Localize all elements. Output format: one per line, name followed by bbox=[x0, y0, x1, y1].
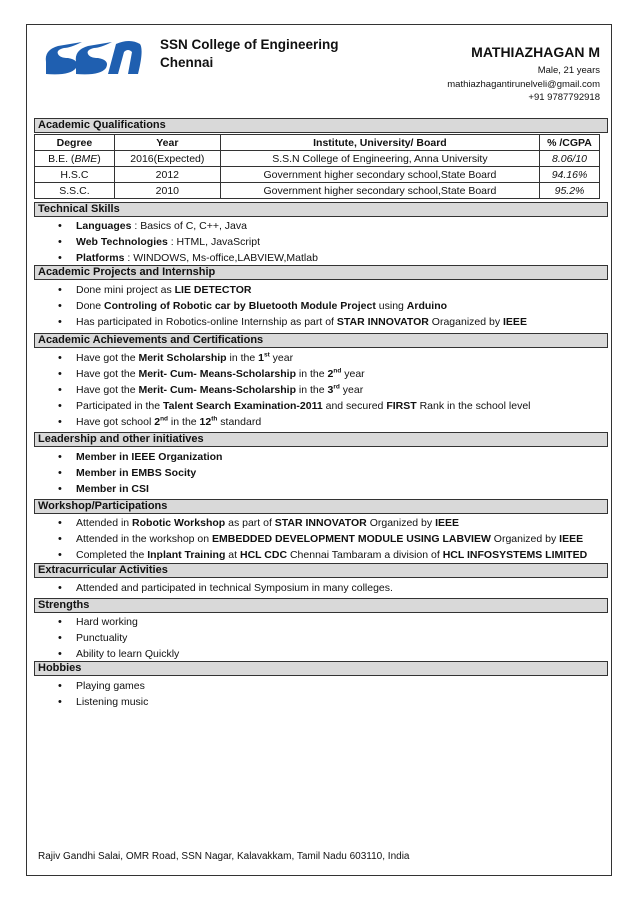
list-item: • Languages : Basics of C, C++, Java bbox=[58, 218, 318, 234]
section-academic-qualifications: Academic Qualifications bbox=[34, 118, 608, 133]
cell-year: 2016(Expected) bbox=[114, 151, 220, 167]
cell-institute: Government higher secondary school,State Board bbox=[220, 183, 539, 199]
list-item: • Have got the Merit Scholarship in the 1st year bbox=[58, 350, 531, 366]
list-item: • Web Technologies : HTML, JavaScript bbox=[58, 234, 318, 250]
cell-year: 2010 bbox=[114, 183, 220, 199]
list-item: • Member in CSI bbox=[58, 481, 222, 497]
list-item: • Playing games bbox=[58, 678, 148, 694]
footer-address: Rajiv Gandhi Salai, OMR Road, SSN Nagar, Kalavakkam, Tamil Nadu 603110, India bbox=[38, 851, 410, 862]
section-technical-skills: Technical Skills bbox=[34, 202, 608, 217]
list-item: • Have got school 2nd in the 12th standard bbox=[58, 414, 531, 430]
cell-degree: H.S.C bbox=[35, 167, 115, 183]
list-item: • Member in EMBS Socity bbox=[58, 465, 222, 481]
list-item: • Done mini project as LIE DETECTOR bbox=[58, 282, 527, 298]
section-leadership: Leadership and other initiatives bbox=[34, 432, 608, 447]
list-item: • Attended in Robotic Workshop as part of STAR INNOVATOR Organized by IEEE bbox=[58, 515, 587, 531]
table-row bbox=[35, 183, 600, 199]
extracurricular-list bbox=[58, 580, 393, 596]
workshop-list bbox=[58, 515, 587, 563]
table-row bbox=[35, 151, 600, 167]
section-strengths: Strengths bbox=[34, 598, 608, 613]
th-year: Year bbox=[114, 135, 220, 151]
cell-degree: S.S.C. bbox=[35, 183, 115, 199]
list-item: • Have got the Merit- Cum- Means-Scholarship in the 2nd year bbox=[58, 366, 531, 382]
college-line2: Chennai bbox=[160, 55, 214, 70]
cell-institute: Government higher secondary school,State Board bbox=[220, 167, 539, 183]
list-item: • Ability to learn Quickly bbox=[58, 646, 179, 662]
leadership-list bbox=[58, 449, 222, 497]
qualifications-table bbox=[34, 134, 600, 199]
table-row bbox=[35, 167, 600, 183]
section-workshop: Workshop/Participations bbox=[34, 499, 608, 514]
technical-skills-list bbox=[58, 218, 318, 266]
th-institute: Institute, University/ Board bbox=[220, 135, 539, 151]
cell-year: 2012 bbox=[114, 167, 220, 183]
cell-degree: B.E. (BME) bbox=[35, 151, 115, 167]
person-info bbox=[447, 44, 600, 105]
list-item: • Listening music bbox=[58, 694, 148, 710]
college-name bbox=[160, 36, 339, 72]
list-item: • Done Controling of Robotic car by Bluetooth Module Project using Arduino bbox=[58, 298, 527, 314]
list-item: • Platforms : WINDOWS, Ms-office,LABVIEW,Matlab bbox=[58, 250, 318, 266]
section-hobbies: Hobbies bbox=[34, 661, 608, 676]
projects-list bbox=[58, 282, 527, 330]
list-item: • Completed the Inplant Training at HCL CDC Chennai Tambaram a division of HCL INFOSYSTEMS LIMITED bbox=[58, 547, 587, 563]
achievements-list bbox=[58, 350, 531, 430]
list-item: • Participated in the Talent Search Examination-2011 and secured FIRST Rank in the school level bbox=[58, 398, 531, 414]
cell-institute: S.S.N College of Engineering, Anna University bbox=[220, 151, 539, 167]
candidate-name: MATHIAZHAGAN M bbox=[471, 44, 600, 60]
section-extracurricular: Extracurricular Activities bbox=[34, 563, 608, 578]
section-projects: Academic Projects and Internship bbox=[34, 265, 608, 280]
cell-score: 8.06/10 bbox=[540, 151, 600, 167]
gender-age: Male, 21 years bbox=[537, 65, 600, 76]
college-line1: SSN College of Engineering bbox=[160, 37, 339, 52]
list-item: • Attended and participated in technical Symposium in many colleges. bbox=[58, 580, 393, 596]
th-score: % /CGPA bbox=[540, 135, 600, 151]
list-item: • Punctuality bbox=[58, 630, 179, 646]
hobbies-list bbox=[58, 678, 148, 710]
phone: +91 9787792918 bbox=[528, 92, 600, 103]
cell-score: 94.16% bbox=[540, 167, 600, 183]
table-header-row bbox=[35, 135, 600, 151]
strengths-list bbox=[58, 614, 179, 662]
email: mathiazhagantirunelveli@gmail.com bbox=[447, 78, 600, 90]
ssn-logo-icon bbox=[42, 36, 144, 76]
list-item: • Attended in the workshop on EMBEDDED DEVELOPMENT MODULE USING LABVIEW Organized by IEEE bbox=[58, 531, 587, 547]
cell-score: 95.2% bbox=[540, 183, 600, 199]
list-item: • Have got the Merit- Cum- Means-Scholarship in the 3rd year bbox=[58, 382, 531, 398]
list-item: • Member in IEEE Organization bbox=[58, 449, 222, 465]
th-degree: Degree bbox=[35, 135, 115, 151]
list-item: • Has participated in Robotics-online Internship as part of STAR INNOVATOR Oraganized by IEEE bbox=[58, 314, 527, 330]
list-item: • Hard working bbox=[58, 614, 179, 630]
section-achievements: Academic Achievements and Certifications bbox=[34, 333, 608, 348]
